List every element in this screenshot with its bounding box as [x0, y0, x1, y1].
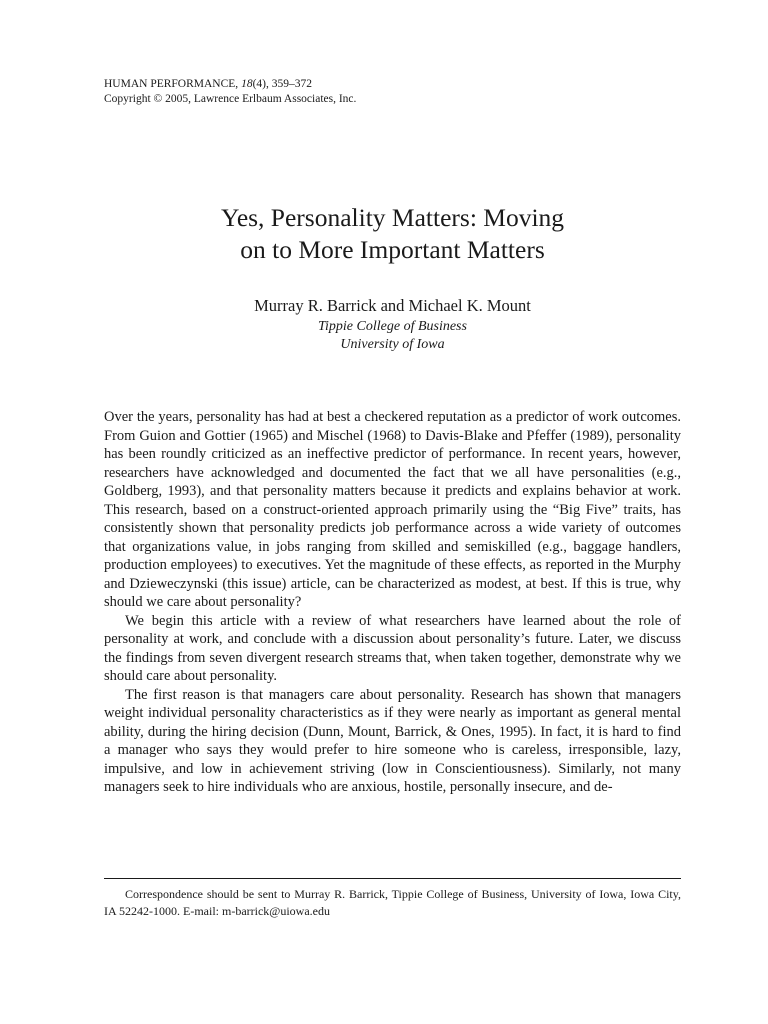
- copyright-line: Copyright © 2005, Lawrence Erlbaum Associates, Inc.: [104, 92, 357, 105]
- title-line-1: Yes, Personality Matters: Moving: [220, 203, 565, 232]
- affiliation: [104, 318, 681, 354]
- affiliation-line-1: Tippie College of Business: [318, 319, 467, 334]
- journal-issue-pages: (4), 359–372: [252, 78, 312, 90]
- journal-header: [104, 77, 356, 106]
- journal-volume: 18: [241, 78, 253, 90]
- body-paragraph-3: The first reason is that managers care about personality. Research has shown that managers weight individual personality characteristics as if they were nearly as important as general mental ability, during the hiring decision (Dunn, Mount, Barrick, & Ones, 1995). In fact, it is hard to find a manager who says they would prefer to hire someone who is careless, irresponsible, lazy, impulsive, and low in achievement striving (low in Conscientiousness). Similarly, not many managers seek to hire individuals who are anxious, hostile, personally insecure, and de-: [104, 686, 681, 795]
- affiliation-line-2: University of Iowa: [340, 337, 445, 352]
- journal-citation: [104, 77, 356, 92]
- author-names: Murray R. Barrick and Michael K. Mount: [254, 296, 531, 315]
- body-paragraph-1: Over the years, personality has had at best a checkered reputation as a predictor of work outcomes. From Guion and Gottier (1965) and Mischel (1968) to Davis-Blake and Pfeffer (1989), personality has been roundly criticized as an ineffective predictor of performance. In recent years, however, researchers have acknowledged and documented the fact that we all have personalities (e.g., Goldberg, 1993), and that personality matters because it predicts and explains behavior at work. This research, based on a construct-oriented approach primarily using the “Big Five” traits, has consistently shown that personality predicts job performance across a wide variety of outcomes that organizations value, in jobs ranging from skilled and semiskilled (e.g., baggage handlers, production employees) to executives. Yet the magnitude of these effects, as reported in the Murphy and Dzieweczynski (this issue) article, can be characterized as modest, at best. If this is true, why should we care about personality?: [104, 409, 681, 610]
- article-title: [104, 202, 681, 266]
- footnote-divider: [104, 878, 681, 879]
- body-paragraph-2: We begin this article with a review of what researchers have learned about the role of personality at work, and conclude with a discussion about personality’s future. Later, we discuss the findings from seven divergent research streams that, when taken together, demonstrate why we should care about personality.: [104, 612, 681, 684]
- title-line-2: on to More Important Matters: [240, 235, 545, 264]
- journal-name: HUMAN PERFORMANCE,: [104, 78, 242, 90]
- correspondence-footnote: Correspondence should be sent to Murray R. Barrick, Tippie College of Business, University of Iowa, Iowa City, IA 52242-1000. E-mail: m-barrick@uiowa.edu: [104, 887, 681, 918]
- article-body: [104, 408, 681, 797]
